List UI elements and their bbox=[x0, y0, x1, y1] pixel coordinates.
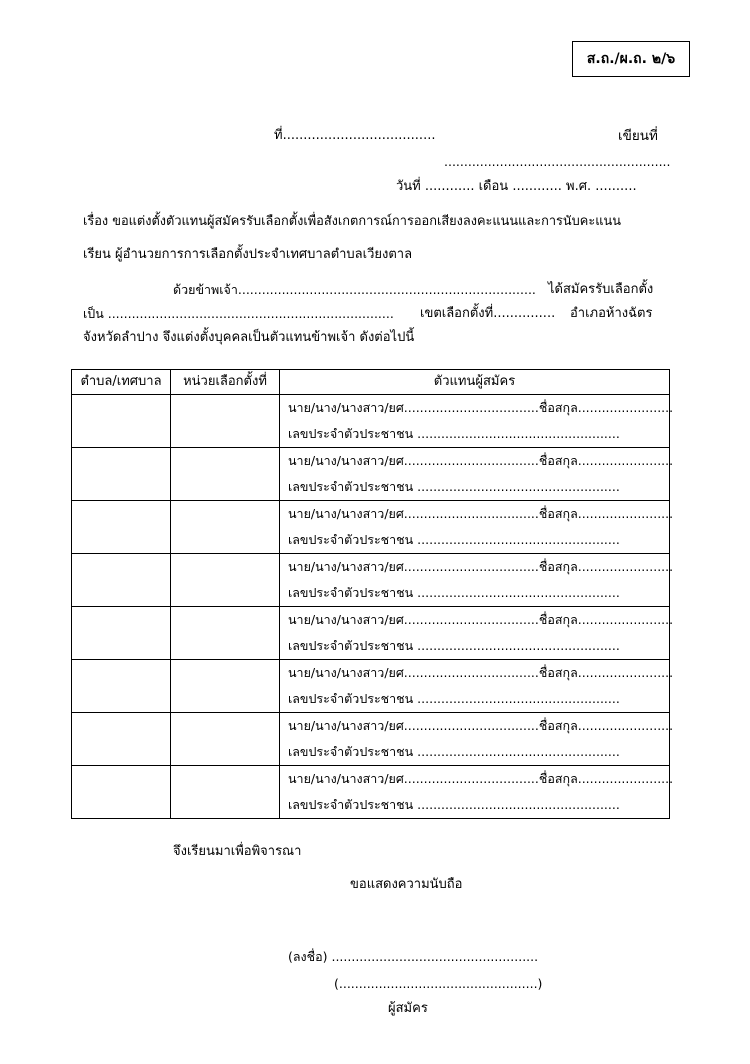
polling-unit-cell[interactable] bbox=[171, 501, 280, 554]
table-row bbox=[72, 501, 670, 554]
closing-respect: ขอแสดงความนับถือ bbox=[350, 877, 463, 892]
signature-line: (ลงชื่อ) .................................................... bbox=[288, 949, 539, 964]
table-row bbox=[72, 554, 670, 607]
id-line: เลขประจำตัวประชาชน ................................................... bbox=[288, 585, 620, 600]
subdistrict-cell[interactable] bbox=[72, 554, 171, 607]
id-line: เลขประจำตัวประชาชน ................................................... bbox=[288, 638, 620, 653]
representative-cell[interactable] bbox=[280, 395, 674, 448]
polling-unit-cell[interactable] bbox=[171, 554, 280, 607]
table-row bbox=[72, 713, 670, 766]
name-line: นาย/นาง/นางสาว/ยศ..................................ชื่อสกุล........................ bbox=[288, 506, 674, 521]
id-line: เลขประจำตัวประชาชน ................................................... bbox=[288, 691, 620, 706]
name-line: นาย/นาง/นางสาว/ยศ..................................ชื่อสกุล........................ bbox=[288, 400, 674, 415]
district-text: อำเภอห้างฉัตร bbox=[570, 306, 653, 321]
representative-cell[interactable] bbox=[280, 448, 674, 501]
table-row bbox=[72, 395, 670, 448]
representative-cell[interactable] bbox=[280, 713, 674, 766]
form-code: ส.ถ./ผ.ถ. ๒/๖ bbox=[586, 51, 676, 67]
applicant-name-line: ด้วยข้าพเจ้า........................................................................... bbox=[173, 282, 536, 297]
position-line: เป็น ........................................................................ bbox=[83, 306, 394, 321]
polling-unit-cell[interactable] bbox=[171, 766, 280, 819]
representative-cell[interactable] bbox=[280, 766, 674, 819]
polling-unit-cell[interactable] bbox=[171, 607, 280, 660]
name-line: นาย/นาง/นางสาว/ยศ..................................ชื่อสกุล........................ bbox=[288, 612, 674, 627]
representative-cell[interactable] bbox=[280, 501, 674, 554]
constituency-line: เขตเลือกตั้งที่............... bbox=[420, 306, 556, 321]
table-row bbox=[72, 448, 670, 501]
printed-name-line: (..................................................) bbox=[334, 976, 543, 991]
header-representative: ตัวแทนผู้สมัคร bbox=[280, 370, 670, 395]
table-row bbox=[72, 660, 670, 713]
header-polling-unit: หน่วยเลือกตั้งที่ bbox=[171, 370, 280, 395]
subdistrict-cell[interactable] bbox=[72, 395, 171, 448]
closing-request: จึงเรียนมาเพื่อพิจารณา bbox=[173, 844, 302, 859]
name-line: นาย/นาง/นางสาว/ยศ..................................ชื่อสกุล........................ bbox=[288, 453, 674, 468]
representatives-table bbox=[71, 369, 674, 819]
id-line: เลขประจำตัวประชาชน ................................................... bbox=[288, 479, 620, 494]
name-line: นาย/นาง/นางสาว/ยศ..................................ชื่อสกุล........................ bbox=[288, 718, 674, 733]
table-row bbox=[72, 607, 670, 660]
province-line: จังหวัดลำปาง จึงแต่งตั้งบุคคลเป็นตัวแทนข้าพเจ้า ดังต่อไปนี้ bbox=[83, 330, 415, 345]
document-number-field: ที่..................................... bbox=[274, 128, 436, 143]
candidacy-text: ได้สมัครรับเลือกตั้ง bbox=[548, 282, 654, 297]
addressee-line: เรียน ผู้อำนวยการการเลือกตั้งประจำเทศบาลตำบลเวียงตาล bbox=[83, 247, 413, 262]
form-code-box bbox=[572, 41, 690, 77]
subdistrict-cell[interactable] bbox=[72, 713, 171, 766]
polling-unit-cell[interactable] bbox=[171, 395, 280, 448]
name-line: นาย/นาง/นางสาว/ยศ..................................ชื่อสกุล........................ bbox=[288, 665, 674, 680]
subdistrict-cell[interactable] bbox=[72, 660, 171, 713]
polling-unit-cell[interactable] bbox=[171, 660, 280, 713]
subdistrict-cell[interactable] bbox=[72, 607, 171, 660]
date-line: วันที่ ............ เดือน ............ พ.ศ. .......... bbox=[396, 179, 637, 194]
subject-line: เรื่อง ขอแต่งตั้งตัวแทนผู้สมัครรับเลือกตั้งเพื่อสังเกตการณ์การออกเสียงลงคะแนนและการนับคะแนน bbox=[83, 214, 621, 229]
table-row bbox=[72, 766, 670, 819]
id-line: เลขประจำตัวประชาชน ................................................... bbox=[288, 797, 620, 812]
subdistrict-cell[interactable] bbox=[72, 448, 171, 501]
header-subdistrict: ตำบล/เทศบาล bbox=[72, 370, 171, 395]
written-at-line: ......................................................... bbox=[444, 154, 671, 169]
subdistrict-cell[interactable] bbox=[72, 501, 171, 554]
polling-unit-cell[interactable] bbox=[171, 448, 280, 501]
subdistrict-cell[interactable] bbox=[72, 766, 171, 819]
id-line: เลขประจำตัวประชาชน ................................................... bbox=[288, 744, 620, 759]
id-line: เลขประจำตัวประชาชน ................................................... bbox=[288, 426, 620, 441]
representative-cell[interactable] bbox=[280, 607, 674, 660]
written-at-label: เขียนที่ bbox=[618, 128, 658, 144]
signer-role: ผู้สมัคร bbox=[388, 1001, 428, 1016]
name-line: นาย/นาง/นางสาว/ยศ..................................ชื่อสกุล........................ bbox=[288, 559, 674, 574]
name-line: นาย/นาง/นางสาว/ยศ..................................ชื่อสกุล........................ bbox=[288, 771, 674, 786]
representative-cell[interactable] bbox=[280, 554, 674, 607]
polling-unit-cell[interactable] bbox=[171, 713, 280, 766]
id-line: เลขประจำตัวประชาชน ................................................... bbox=[288, 532, 620, 547]
representative-cell[interactable] bbox=[280, 660, 674, 713]
